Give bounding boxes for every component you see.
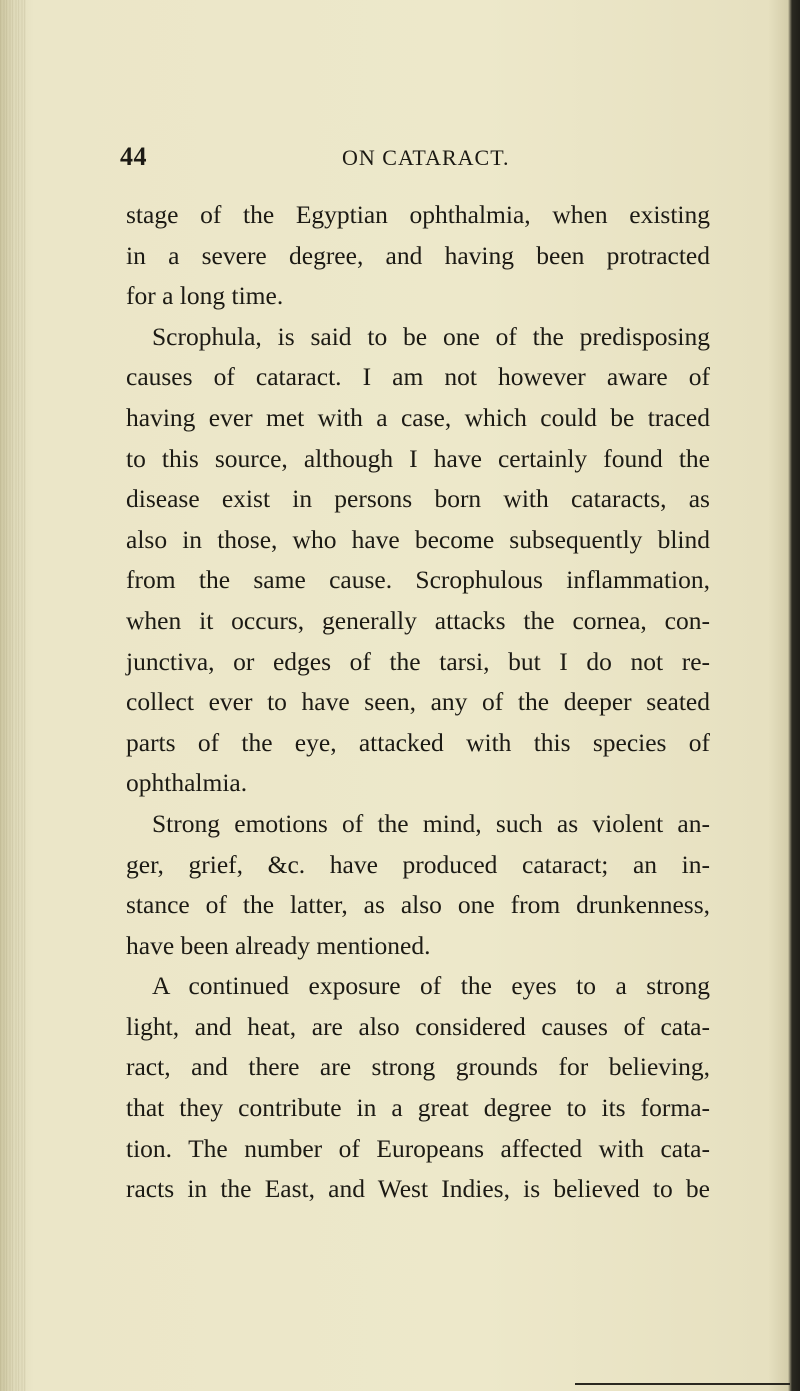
text-line: junctiva, or edges of the tarsi, but I do not re- bbox=[126, 646, 710, 676]
page-bottom-edge bbox=[575, 1383, 790, 1385]
text-line: ger, grief, &c. have produced cataract; an in- bbox=[126, 849, 710, 879]
text-line: racts in the East, and West Indies, is believed to be bbox=[126, 1174, 710, 1204]
text-line: causes of cataract. I am not however aware of bbox=[126, 362, 710, 392]
page-gutter-shadow bbox=[0, 0, 26, 1391]
text-line: ophthalmia. bbox=[126, 768, 248, 798]
text-line: Strong emotions of the mind, such as violent an- bbox=[152, 808, 710, 838]
text-line: in a severe degree, and having been protracted bbox=[126, 240, 710, 270]
text-line: have been already mentioned. bbox=[126, 930, 431, 960]
text-line: collect ever to have seen, any of the deeper seated bbox=[126, 687, 710, 717]
page-header bbox=[120, 142, 710, 176]
text-line: for a long time. bbox=[126, 281, 284, 311]
page-edge-shadow bbox=[788, 0, 800, 1391]
text-line: when it occurs, generally attacks the cornea, con- bbox=[126, 605, 710, 635]
text-line: A continued exposure of the eyes to a strong bbox=[152, 971, 710, 1001]
text-line: light, and heat, are also considered causes of cata- bbox=[126, 1011, 710, 1041]
running-title: ON CATARACT. bbox=[342, 145, 510, 170]
text-line: stage of the Egyptian ophthalmia, when existing bbox=[126, 200, 710, 229]
text-line: from the same cause. Scrophulous inflammation, bbox=[126, 565, 710, 595]
text-line: that they contribute in a great degree to its forma- bbox=[126, 1093, 710, 1123]
text-line: tion. The number of Europeans affected with cata- bbox=[126, 1133, 710, 1163]
text-line: having ever met with a case, which could be traced bbox=[126, 402, 710, 432]
text-line: to this source, although I have certainly found the bbox=[126, 443, 710, 473]
text-line: Scrophula, is said to be one of the predisposing bbox=[152, 321, 710, 351]
text-line: stance of the latter, as also one from drunkenness, bbox=[126, 890, 710, 920]
text-line: disease exist in persons born with cataracts, as bbox=[126, 484, 710, 514]
body-text bbox=[126, 195, 710, 1210]
text-line: parts of the eye, attacked with this species of bbox=[126, 727, 710, 757]
page-number: 44 bbox=[120, 142, 147, 171]
text-line: also in those, who have become subsequently blind bbox=[126, 524, 710, 554]
text-line: ract, and there are strong grounds for believing, bbox=[126, 1052, 710, 1082]
